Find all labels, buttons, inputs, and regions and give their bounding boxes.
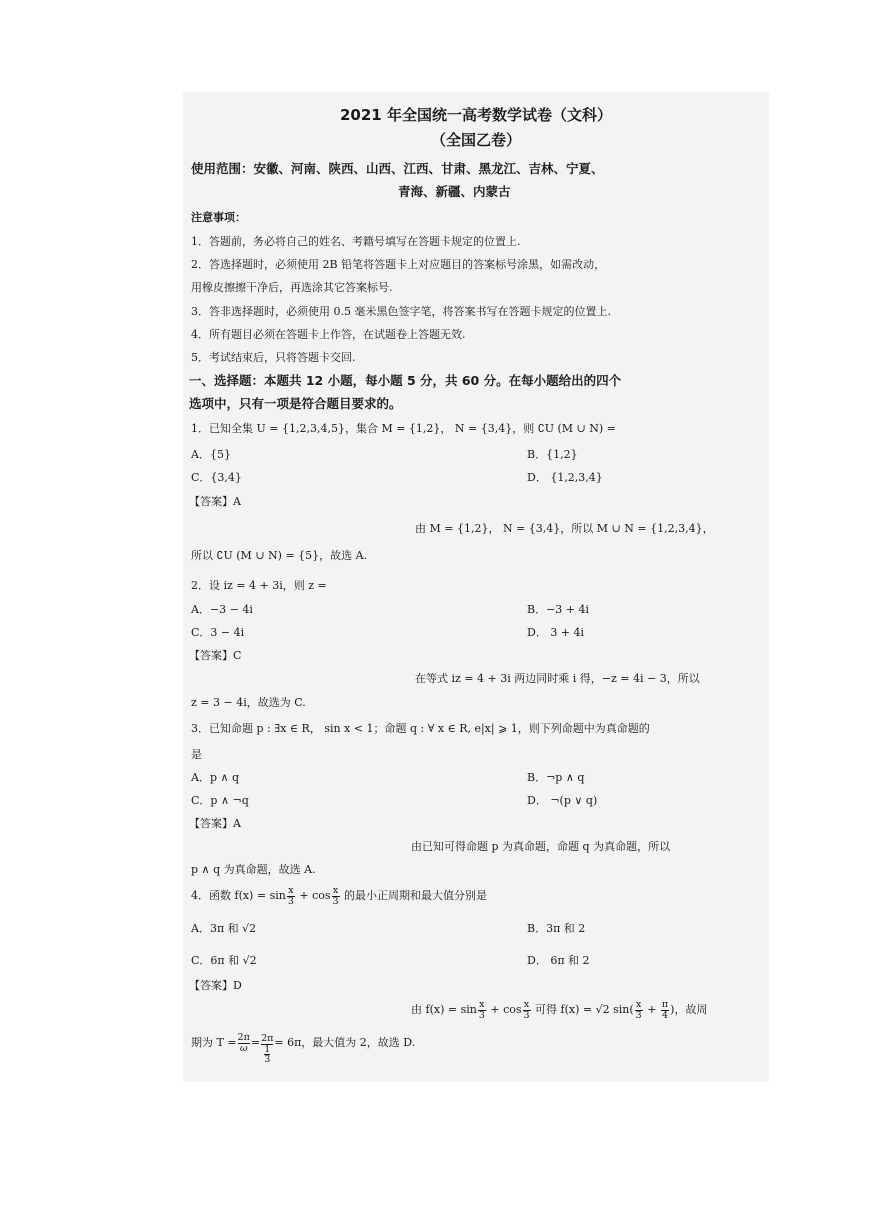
q1-answer: 【答案】A [189, 495, 241, 508]
notice-heading: 注意事项： [191, 211, 246, 224]
q2-stem: 2．设 iz = 4 + 3i，则 z = [191, 579, 327, 592]
q4-option-a: A．3π 和 √2 [191, 922, 257, 935]
q3-stem-cont: 是 [191, 748, 202, 761]
q4-option-c: C．6π 和 √2 [191, 954, 257, 967]
notice-item: 2．答选择题时，必须使用 2B 铅笔将答题卡上对应题目的答案标号涂黑，如需改动， [191, 258, 606, 271]
q1-option-c: C．{3,4} [191, 471, 242, 484]
q2-option-b: B．−3 + 4i [527, 603, 590, 616]
notice-item: 3．答非选择题时，必须使用 0.5 毫米黑色签字笔，将答案书写在答题卡规定的位置上. [191, 305, 611, 318]
notice-item: 4．所有题目必须在答题卡上作答，在试题卷上答题无效. [191, 328, 466, 341]
q4-stem [191, 884, 487, 910]
q2-option-d: D． 3 + 4i [527, 626, 585, 639]
fraction: $\frac{x}{3}$ [287, 884, 294, 907]
q3-explanation-2: p ∧ q 为真命题，故选 A. [191, 863, 316, 876]
scope-line-1: 使用范围：安徽、河南、陕西、山西、江西、甘肃、黑龙江、吉林、宁夏、 [191, 161, 604, 176]
notice-item: 用橡皮擦擦干净后，再选涂其它答案标号. [191, 281, 393, 294]
q4-answer: 【答案】D [189, 979, 242, 992]
q3-option-a: A．p ∧ q [191, 771, 240, 784]
fraction: $\frac{x}{3}$ [635, 998, 642, 1021]
fraction: $\frac{2\pi}{\omega}$ [237, 1031, 250, 1054]
q2-explanation-1: 在等式 iz = 4 + 3i 两边同时乘 i 得，−z = 4i − 3，所以 [415, 672, 700, 685]
q4-stem-mid: + cos [295, 889, 331, 902]
section-heading-cont: 选项中，只有一项是符合题目要求的。 [189, 396, 402, 411]
q2-option-a: A．−3 − 4i [191, 603, 253, 616]
notice-item: 1．答题前，务必将自己的姓名、考籍号填写在答题卡规定的位置上. [191, 235, 521, 248]
q4-explanation-1: 由 f(x) = sin $\frac{x}{3}$ + cos $\frac{x}{3}$ 可得 f(x) = √2 sin( $\frac{x}{3}$ + $\frac{\pi}{4}$ )，故周 [411, 998, 708, 1021]
q4-stem-post: 的最小正周期和最大值分别是 [340, 889, 488, 902]
q4-option-d: D． 6π 和 2 [527, 954, 590, 967]
q3-option-b: B．¬p ∧ q [527, 771, 585, 784]
q3-option-d: D． ¬(p ∨ q) [527, 794, 598, 807]
q1-explanation-2: 所以 ∁U (M ∪ N) = {5}，故选 A. [191, 549, 368, 562]
q3-option-c: C．p ∧ ¬q [191, 794, 249, 807]
fraction: $\frac{x}{3}$ [523, 998, 530, 1021]
q3-explanation-1: 由已知可得命题 p 为真命题，命题 q 为真命题，所以 [411, 840, 671, 853]
fraction: $\frac{\pi}{4}$ [661, 998, 669, 1021]
q4-explanation-2: 期为 T = $\frac{2\pi}{\omega}$ = $\frac{2\pi}{\frac{1}{3}}$ = 6π，最大值为 2，故选 D. [191, 1031, 416, 1065]
fraction: $\frac{x}{3}$ [478, 998, 485, 1021]
scope-line-2: 青海、新疆、内蒙古 [398, 184, 511, 199]
q1-option-a: A．{5} [191, 448, 231, 461]
section-heading: 一、选择题：本题共 12 小题，每小题 5 分，共 60 分。在每小题给出的四个 [189, 373, 622, 388]
q4-stem-pre: 4．函数 f(x) = sin [191, 889, 286, 902]
q2-answer: 【答案】C [189, 649, 242, 662]
q2-option-c: C．3 − 4i [191, 626, 245, 639]
q3-answer: 【答案】A [189, 817, 241, 830]
exam-page [183, 92, 769, 1082]
q1-option-d: D． {1,2,3,4} [527, 471, 603, 484]
q1-option-b: B．{1,2} [527, 448, 578, 461]
fraction: $\frac{2\pi}{\frac{1}{3}}$ [261, 1033, 274, 1065]
q4-option-b: B．3π 和 2 [527, 922, 586, 935]
page-subtitle: （全国乙卷） [430, 131, 521, 149]
q1-explanation-1: 由 M = {1,2}， N = {3,4}，所以 M ∪ N = {1,2,3,4}， [415, 522, 714, 535]
fraction: $\frac{x}{3}$ [332, 884, 339, 907]
notice-item: 5．考试结束后，只将答题卡交回. [191, 351, 356, 364]
q3-stem: 3．已知命题 p : ∃x ∈ R， sin x < 1；命题 q : ∀ x ∈ R, e|x| ⩾ 1，则下列命题中为真命题的 [191, 722, 650, 735]
q1-stem: 1．已知全集 U = {1,2,3,4,5}，集合 M = {1,2}， N = {3,4}，则 ∁U (M ∪ N) = [191, 422, 616, 435]
page-title: 2021 年全国统一高考数学试卷（文科） [340, 106, 612, 124]
q2-explanation-2: z = 3 − 4i，故选为 C. [191, 696, 306, 709]
